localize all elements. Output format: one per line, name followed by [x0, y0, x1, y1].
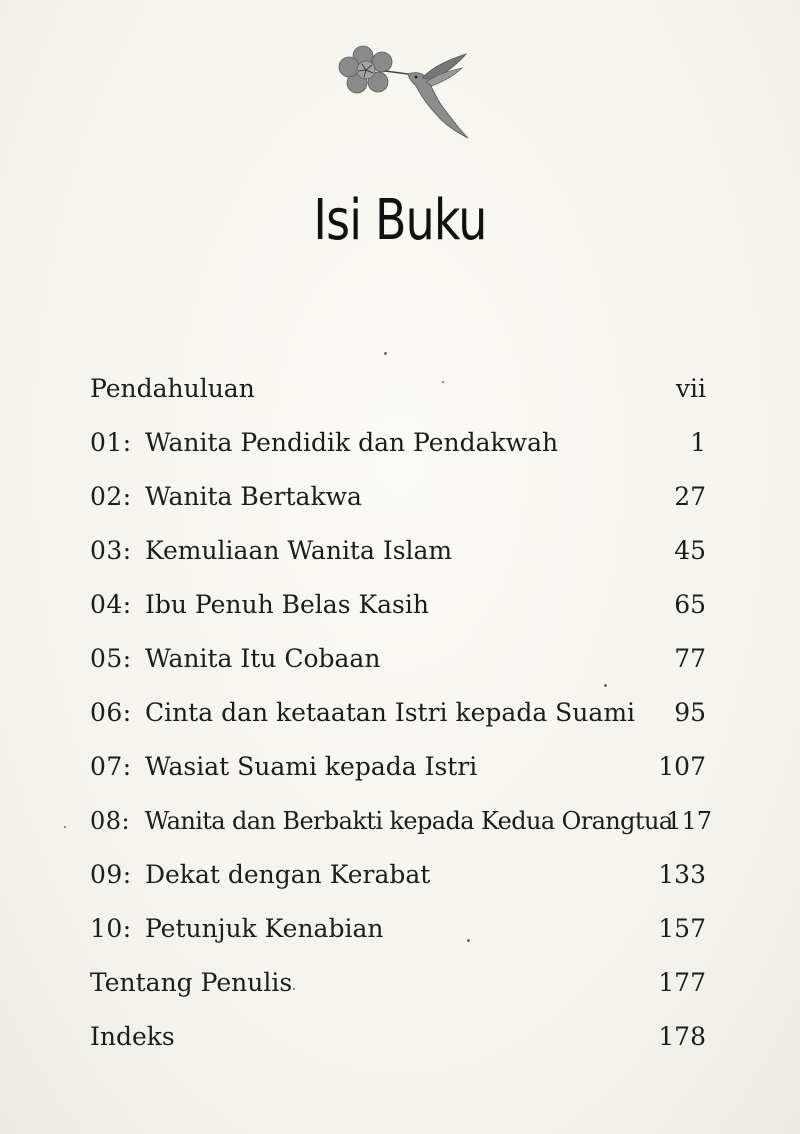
toc-entry	[90, 848, 710, 902]
toc-entry-number: 08:	[90, 807, 131, 835]
toc-entry-title: Wanita Itu Cobaan	[144, 644, 381, 673]
paper-speck	[64, 826, 66, 828]
toc-entry-title: Kemuliaan Wanita Islam	[144, 536, 453, 565]
paper-speck	[604, 684, 607, 687]
toc-entry-number: 01:	[90, 428, 132, 457]
toc-entry	[90, 1010, 710, 1064]
toc-entry-number: 05:	[90, 644, 132, 673]
toc-entry	[90, 632, 710, 686]
toc-entry-title: Wasiat Suami kepada Istri	[144, 752, 478, 781]
toc-entry-title: Tentang Penulis	[90, 968, 293, 997]
toc-entry-page: 177	[658, 968, 706, 997]
toc-entry-title: Wanita dan Berbakti kepada Kedua Orangtua	[144, 807, 673, 835]
toc-entry-page: 133	[658, 860, 706, 889]
toc-entry-number: 02:	[90, 482, 132, 511]
toc-entry-number: 10:	[90, 914, 132, 943]
toc-entry-page: 65	[674, 590, 706, 619]
toc-entry-page: vii	[675, 374, 706, 403]
toc-entry-number: 09:	[90, 860, 132, 889]
toc-entry-page: 77	[674, 644, 706, 673]
toc-entry-title: Ibu Penuh Belas Kasih	[144, 590, 429, 619]
paper-speck	[293, 988, 295, 990]
toc-entry	[90, 362, 710, 416]
toc-entry-page: 1	[690, 428, 706, 457]
toc-entry-page: 107	[658, 752, 706, 781]
toc-entry-page: 157	[658, 914, 706, 943]
toc-entry	[90, 956, 710, 1010]
toc-entry-title: Indeks	[90, 1022, 175, 1051]
toc-entry-number: 03:	[90, 536, 132, 565]
toc-entry-title: Wanita Bertakwa	[144, 482, 362, 511]
table-of-contents	[90, 362, 710, 1064]
toc-entry	[90, 416, 710, 470]
toc-entry-page: 95	[674, 698, 706, 727]
paper-speck	[384, 352, 387, 355]
flower-and-hummingbird-icon	[330, 40, 480, 145]
toc-entry-title: Dekat dengan Kerabat	[144, 860, 431, 889]
toc-entry-number: 07:	[90, 752, 132, 781]
toc-entry	[90, 470, 710, 524]
toc-entry-title: Pendahuluan	[90, 374, 255, 403]
toc-entry-page: 27	[674, 482, 706, 511]
toc-entry	[90, 524, 710, 578]
toc-entry	[90, 902, 710, 956]
toc-entry-number: 06:	[90, 698, 132, 727]
toc-entry-page: 117	[666, 807, 712, 835]
toc-entry-number: 04:	[90, 590, 132, 619]
toc-entry	[90, 578, 710, 632]
toc-entry	[90, 740, 710, 794]
toc-entry-page: 178	[658, 1022, 706, 1051]
toc-entry-title: Wanita Pendidik dan Pendakwah	[144, 428, 559, 457]
toc-entry	[90, 686, 710, 740]
page-title: Isi Buku	[313, 188, 487, 253]
paper-speck	[467, 939, 470, 942]
toc-entry-title: Petunjuk Kenabian	[144, 914, 384, 943]
toc-entry-page: 45	[674, 536, 706, 565]
paper-speck	[442, 381, 444, 383]
toc-entry-title: Cinta dan ketaatan Istri kepada Suami	[144, 698, 636, 727]
toc-entry	[90, 794, 710, 848]
